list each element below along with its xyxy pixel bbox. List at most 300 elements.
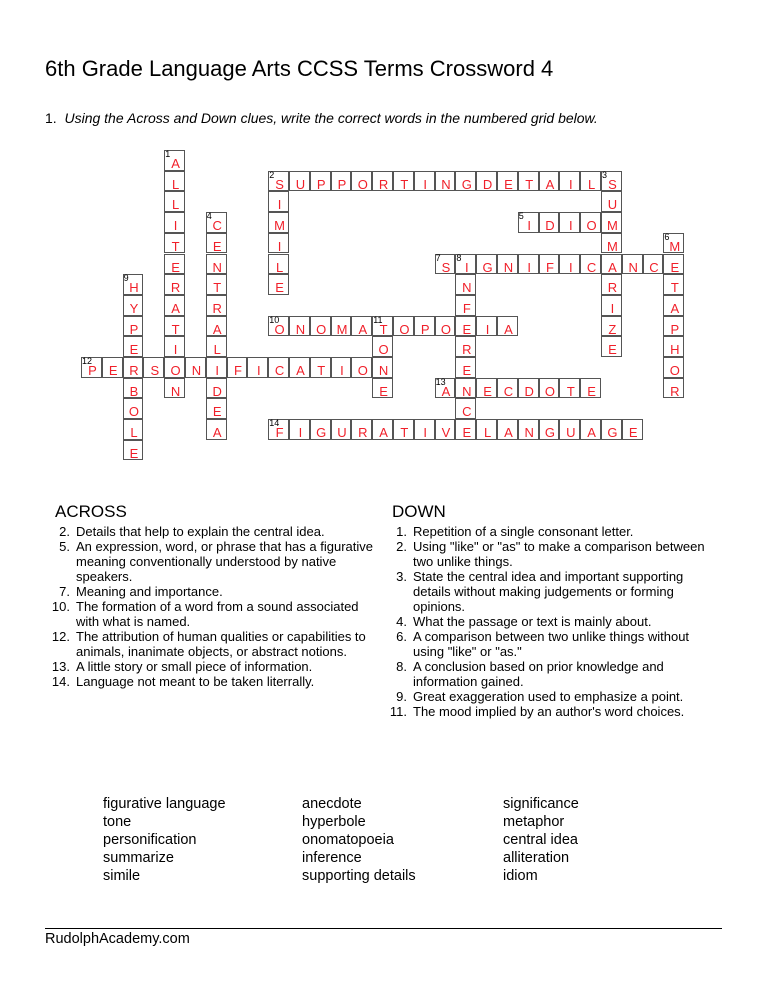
grid-cell[interactable] xyxy=(476,254,497,275)
cell-letter: N xyxy=(378,363,389,378)
grid-cell[interactable] xyxy=(164,316,185,337)
grid-cell[interactable] xyxy=(580,419,601,440)
grid-cell[interactable] xyxy=(206,357,227,378)
cell-letter: O xyxy=(669,363,680,378)
grid-cell[interactable] xyxy=(310,419,331,440)
clue-number: 7 xyxy=(435,252,441,263)
grid-cell[interactable] xyxy=(414,316,435,337)
cell-letter: O xyxy=(357,363,368,378)
cell-letter: E xyxy=(628,425,638,441)
clue-number: 8. xyxy=(396,659,407,674)
cell-letter: I xyxy=(527,259,531,275)
grid-cell[interactable] xyxy=(663,357,684,378)
cell-letter: N xyxy=(462,383,472,399)
cell-letter: M xyxy=(336,321,348,337)
grid-cell[interactable] xyxy=(539,171,560,192)
grid-cell[interactable] xyxy=(601,316,622,337)
cell-letter: O xyxy=(544,383,556,399)
grid-cell[interactable] xyxy=(123,419,144,440)
cell-letter: T xyxy=(525,176,534,192)
clue-text: A conclusion based on prior knowledge and information gained. xyxy=(413,659,664,689)
cell-letter: O xyxy=(378,342,389,358)
grid-cell[interactable] xyxy=(164,191,185,212)
cell-letter: T xyxy=(670,280,679,296)
cell-letter: T xyxy=(171,321,180,337)
cell-letter: E xyxy=(670,259,680,275)
grid-cell[interactable] xyxy=(331,357,352,378)
grid-cell[interactable] xyxy=(497,419,518,440)
cell-letter: I xyxy=(568,176,573,192)
cell-letter: L xyxy=(171,176,180,192)
grid-cell[interactable] xyxy=(372,378,393,399)
cell-letter: M xyxy=(606,238,618,254)
grid-cell[interactable] xyxy=(663,378,684,399)
grid-cell[interactable] xyxy=(331,316,352,337)
clue-number: 7. xyxy=(59,584,70,599)
cell-letter: A xyxy=(296,363,305,378)
cell-letter: E xyxy=(212,238,222,254)
cell-letter: N xyxy=(503,259,514,275)
cell-letter: A xyxy=(212,425,222,441)
grid-cell[interactable] xyxy=(476,171,497,192)
cell-letter: I xyxy=(277,238,282,254)
cell-letter: A xyxy=(171,300,180,316)
grid-cell[interactable] xyxy=(164,212,185,233)
word-bank-item: inference xyxy=(302,850,362,866)
cell-letter: D xyxy=(545,218,555,234)
grid-cell[interactable] xyxy=(497,254,518,275)
grid-cell[interactable] xyxy=(351,419,372,440)
grid-cell[interactable] xyxy=(123,316,144,337)
grid-cell[interactable] xyxy=(372,336,393,357)
grid-cell[interactable] xyxy=(622,419,643,440)
grid-cell[interactable] xyxy=(185,357,206,378)
cell-letter: V xyxy=(441,425,451,441)
cell-letter: T xyxy=(171,238,180,254)
grid-cell[interactable] xyxy=(601,233,622,254)
grid-cell[interactable] xyxy=(663,316,684,337)
cell-letter: D xyxy=(212,383,222,399)
clue-item xyxy=(385,539,720,569)
cell-letter: I xyxy=(256,363,261,378)
grid-cell[interactable] xyxy=(580,171,601,192)
grid-cell[interactable] xyxy=(206,378,227,399)
word-bank-item: onomatopoeia xyxy=(302,832,394,848)
grid-cell[interactable] xyxy=(123,295,144,316)
grid-cell[interactable] xyxy=(164,336,185,357)
grid-cell[interactable] xyxy=(455,254,476,275)
grid-cell[interactable] xyxy=(268,191,289,212)
cell-letter: G xyxy=(461,176,472,192)
grid-cell[interactable] xyxy=(351,171,372,192)
cell-letter: E xyxy=(212,404,222,420)
grid-cell[interactable] xyxy=(476,316,497,337)
grid-cell[interactable] xyxy=(414,419,435,440)
grid-cell[interactable] xyxy=(559,254,580,275)
cell-letter: G xyxy=(316,425,327,441)
grid-cell[interactable] xyxy=(268,233,289,254)
grid-cell[interactable] xyxy=(455,171,476,192)
grid-cell[interactable] xyxy=(559,378,580,399)
grid-cell[interactable] xyxy=(601,171,622,192)
cell-letter: A xyxy=(504,425,513,441)
cell-letter: E xyxy=(587,383,596,399)
grid-cell[interactable] xyxy=(206,398,227,419)
cell-letter: U xyxy=(337,425,347,441)
cell-letter: D xyxy=(482,176,493,192)
cell-letter: O xyxy=(399,321,410,337)
grid-cell[interactable] xyxy=(518,419,539,440)
clue-item xyxy=(385,659,720,689)
grid-cell[interactable] xyxy=(123,336,144,357)
word-bank-column xyxy=(302,795,416,885)
cell-letter: T xyxy=(213,280,222,296)
grid-cell[interactable] xyxy=(164,378,185,399)
grid-cell[interactable] xyxy=(289,357,310,378)
grid-cell[interactable] xyxy=(206,316,227,337)
down-clues xyxy=(385,524,720,719)
grid-cell[interactable] xyxy=(206,336,227,357)
grid-cell[interactable] xyxy=(580,212,601,233)
cell-letter: N xyxy=(628,259,638,275)
down-heading: DOWN xyxy=(392,502,446,521)
grid-cell[interactable] xyxy=(601,191,622,212)
grid-cell[interactable] xyxy=(351,316,372,337)
grid-cell[interactable] xyxy=(289,419,310,440)
grid-cell[interactable] xyxy=(663,274,684,295)
word-bank-item: summarize xyxy=(103,850,174,866)
grid-cell[interactable] xyxy=(663,233,684,254)
grid-cell[interactable] xyxy=(102,357,123,378)
grid-cell[interactable] xyxy=(206,419,227,440)
cell-letter: I xyxy=(215,363,219,378)
grid-cell[interactable] xyxy=(455,336,476,357)
grid-cell[interactable] xyxy=(518,212,539,233)
grid-cell[interactable] xyxy=(497,171,518,192)
cell-letter: O xyxy=(128,404,140,420)
cell-letter: S xyxy=(608,176,617,192)
cell-letter: A xyxy=(670,300,680,316)
grid-cell[interactable] xyxy=(289,171,310,192)
word-bank-item: simile xyxy=(103,868,141,884)
grid-cell[interactable] xyxy=(310,171,331,192)
clue-number: 12 xyxy=(82,356,93,366)
clue-item xyxy=(385,614,720,629)
grid-cell[interactable] xyxy=(559,419,580,440)
cell-letter: I xyxy=(568,259,573,275)
cell-letter: E xyxy=(108,363,118,378)
grid-cell[interactable] xyxy=(435,171,456,192)
grid-cell[interactable] xyxy=(663,295,684,316)
grid-cell[interactable] xyxy=(518,171,539,192)
grid-cell[interactable] xyxy=(455,419,476,440)
grid-cell[interactable] xyxy=(268,316,289,337)
grid-cell[interactable] xyxy=(268,171,289,192)
clue-number: 13 xyxy=(435,376,446,387)
clue-number: 5 xyxy=(518,211,524,222)
cell-letter: T xyxy=(566,383,575,399)
cell-letter: R xyxy=(670,383,680,399)
cell-letter: H xyxy=(670,342,680,358)
grid-cell[interactable] xyxy=(601,274,622,295)
grid-cell[interactable] xyxy=(435,316,456,337)
cell-letter: I xyxy=(173,218,178,234)
grid-cell[interactable] xyxy=(164,254,185,275)
cell-letter: T xyxy=(317,363,326,378)
clue-text: State the central idea and important supporting details without making judgements or forming opinions. xyxy=(413,569,684,614)
cell-letter: I xyxy=(610,300,615,316)
grid-cell[interactable] xyxy=(81,357,102,378)
grid-cell[interactable] xyxy=(539,378,560,399)
word-bank-item: significance xyxy=(503,796,579,812)
clue-item xyxy=(48,524,378,539)
cell-letter: Y xyxy=(129,300,139,316)
clue-item xyxy=(385,569,720,614)
cell-letter: E xyxy=(379,383,388,399)
clue-text: Meaning and importance. xyxy=(76,584,223,599)
grid-cell[interactable] xyxy=(580,254,601,275)
word-bank-item: tone xyxy=(103,814,132,830)
word-bank-item: metaphor xyxy=(503,814,565,830)
cell-letter: B xyxy=(129,383,139,399)
word-bank-item: personification xyxy=(103,832,197,848)
grid-cell[interactable] xyxy=(476,419,497,440)
grid-cell[interactable] xyxy=(580,378,601,399)
grid-cell[interactable] xyxy=(622,254,643,275)
grid-cell[interactable] xyxy=(393,316,414,337)
cell-letter: F xyxy=(234,363,242,378)
cell-letter: C xyxy=(274,363,285,378)
cell-letter: N xyxy=(524,425,534,441)
grid-cell[interactable] xyxy=(206,254,227,275)
cell-letter: R xyxy=(170,280,181,296)
grid-cell[interactable] xyxy=(164,357,185,378)
grid-cell[interactable] xyxy=(539,419,560,440)
grid-cell[interactable] xyxy=(310,357,331,378)
grid-cell[interactable] xyxy=(601,419,622,440)
grid-cell[interactable] xyxy=(310,316,331,337)
footer-site: RudolphAcademy.com xyxy=(45,931,190,947)
clue-text: The mood implied by an author's word choices. xyxy=(413,704,685,719)
grid-cell[interactable] xyxy=(455,316,476,337)
clue-number: 2 xyxy=(269,169,275,180)
grid-cell[interactable] xyxy=(123,274,144,295)
cell-letter: I xyxy=(423,425,427,441)
grid-cell[interactable] xyxy=(455,378,476,399)
grid-cell[interactable] xyxy=(435,254,456,275)
grid-cell[interactable] xyxy=(663,254,684,275)
grid-cell[interactable] xyxy=(268,419,289,440)
clue-text: The formation of a word from a sound associated with what is named. xyxy=(76,599,359,629)
footer-divider xyxy=(45,928,722,929)
cell-letter: F xyxy=(275,425,284,441)
clue-number: 8 xyxy=(456,252,462,263)
grid-cell[interactable] xyxy=(206,295,227,316)
cell-letter: E xyxy=(129,445,139,461)
cell-letter: N xyxy=(295,321,306,337)
grid-cell[interactable] xyxy=(123,357,144,378)
cell-letter: E xyxy=(608,342,617,358)
cell-letter: R xyxy=(607,280,618,296)
clue-number: 2. xyxy=(59,524,70,539)
grid-cell[interactable] xyxy=(372,419,393,440)
cell-letter: A xyxy=(545,176,555,192)
cell-letter: N xyxy=(170,383,181,399)
clue-item xyxy=(48,659,378,674)
grid-cell[interactable] xyxy=(372,316,393,337)
cell-letter: P xyxy=(88,363,97,378)
cell-letter: O xyxy=(170,363,181,378)
cell-letter: E xyxy=(462,425,472,441)
grid-cell[interactable] xyxy=(331,171,352,192)
cell-letter: A xyxy=(441,383,451,399)
grid-cell[interactable] xyxy=(539,212,560,233)
grid-cell[interactable] xyxy=(414,171,435,192)
clue-number: 4 xyxy=(206,211,212,222)
clue-number: 3 xyxy=(602,169,608,180)
grid-cell[interactable] xyxy=(206,274,227,295)
cell-letter: O xyxy=(274,321,285,337)
cell-letter: I xyxy=(340,363,344,378)
grid-cell[interactable] xyxy=(455,274,476,295)
grid-cell[interactable] xyxy=(164,150,185,171)
cell-letter: A xyxy=(171,156,180,171)
grid-cell[interactable] xyxy=(435,419,456,440)
clue-number: 2. xyxy=(396,539,407,554)
grid-cell[interactable] xyxy=(268,274,289,295)
clue-number: 4. xyxy=(396,614,407,629)
grid-cell[interactable] xyxy=(206,233,227,254)
clue-item xyxy=(385,689,720,704)
grid-cell[interactable] xyxy=(164,233,185,254)
grid-cell[interactable] xyxy=(247,357,268,378)
grid-cell[interactable] xyxy=(164,274,185,295)
grid-cell[interactable] xyxy=(206,212,227,233)
clue-item xyxy=(48,599,378,629)
clue-text: Great exaggeration used to emphasize a point. xyxy=(413,689,684,704)
cell-letter: A xyxy=(379,425,388,441)
grid-cell[interactable] xyxy=(351,357,372,378)
grid-cell[interactable] xyxy=(331,419,352,440)
clue-number: 12. xyxy=(51,629,70,644)
clue-text: A little story or small piece of information. xyxy=(76,659,313,674)
cell-letter: R xyxy=(212,300,222,316)
grid-cell[interactable] xyxy=(393,419,414,440)
grid-cell[interactable] xyxy=(227,357,248,378)
grid-cell[interactable] xyxy=(455,398,476,419)
cell-letter: F xyxy=(462,300,471,316)
grid-cell[interactable] xyxy=(476,378,497,399)
grid-cell[interactable] xyxy=(518,254,539,275)
grid-cell[interactable] xyxy=(164,295,185,316)
word-bank-item: central idea xyxy=(503,832,578,848)
grid-cell[interactable] xyxy=(601,212,622,233)
grid-cell[interactable] xyxy=(268,357,289,378)
cell-letter: A xyxy=(587,425,596,441)
grid-cell[interactable] xyxy=(643,254,664,275)
grid-cell[interactable] xyxy=(372,171,393,192)
cell-letter: N xyxy=(191,363,202,378)
cell-letter: H xyxy=(129,280,139,296)
cell-letter: C xyxy=(462,404,472,420)
word-bank-item: anecdote xyxy=(302,796,362,812)
clue-text: Language not meant to be taken literrally. xyxy=(76,674,315,689)
grid-cell[interactable] xyxy=(559,212,580,233)
grid-cell[interactable] xyxy=(601,254,622,275)
grid-cell[interactable] xyxy=(497,316,518,337)
grid-cell[interactable] xyxy=(455,357,476,378)
clue-number: 5. xyxy=(59,539,70,554)
grid-cell[interactable] xyxy=(435,378,456,399)
cell-letter: M xyxy=(669,238,681,254)
grid-cell[interactable] xyxy=(289,316,310,337)
cell-letter: I xyxy=(423,176,427,192)
cell-letter: R xyxy=(462,342,472,358)
clue-text: Details that help to explain the central idea. xyxy=(76,524,325,539)
cell-letter: F xyxy=(546,259,554,275)
grid-cell[interactable] xyxy=(518,378,539,399)
cell-letter: T xyxy=(400,425,409,441)
cell-letter: R xyxy=(358,425,368,441)
grid-cell[interactable] xyxy=(497,378,518,399)
cell-letter: U xyxy=(295,176,306,192)
cell-letter: P xyxy=(670,321,680,337)
grid-cell[interactable] xyxy=(123,440,144,461)
cell-letter: E xyxy=(462,321,472,337)
clue-item xyxy=(385,629,720,659)
cell-letter: A xyxy=(504,321,513,337)
clue-item xyxy=(48,674,378,689)
cell-letter: P xyxy=(316,176,326,192)
cell-letter: R xyxy=(129,363,139,378)
grid-cell[interactable] xyxy=(393,171,414,192)
clue-number: 11. xyxy=(389,704,407,719)
cell-letter: M xyxy=(606,218,618,234)
word-bank-column xyxy=(503,795,579,885)
grid-cell[interactable] xyxy=(123,398,144,419)
across-heading: ACROSS xyxy=(55,502,127,521)
clue-text: A comparison between two unlike things without using "like" or "as." xyxy=(413,629,690,659)
clue-text: Repetition of a single consonant letter. xyxy=(413,524,634,539)
clue-number: 9 xyxy=(123,273,129,284)
grid-cell[interactable] xyxy=(123,378,144,399)
grid-cell[interactable] xyxy=(164,171,185,192)
grid-cell[interactable] xyxy=(601,295,622,316)
grid-cell[interactable] xyxy=(559,171,580,192)
cell-letter: N xyxy=(462,280,472,296)
cell-letter: L xyxy=(587,176,596,192)
clue-item xyxy=(48,539,378,584)
cell-letter: P xyxy=(420,321,430,337)
cell-letter: I xyxy=(568,218,573,234)
cell-letter: O xyxy=(357,176,368,192)
grid-cell[interactable] xyxy=(601,336,622,357)
clue-number: 11 xyxy=(373,314,383,325)
grid-cell[interactable] xyxy=(539,254,560,275)
cell-letter: S xyxy=(150,363,160,378)
word-bank-column xyxy=(103,795,226,885)
grid-cell[interactable] xyxy=(143,357,164,378)
cell-letter: U xyxy=(607,197,618,213)
grid-cell[interactable] xyxy=(268,212,289,233)
grid-cell[interactable] xyxy=(268,254,289,275)
grid-cell[interactable] xyxy=(663,336,684,357)
cell-letter: P xyxy=(337,176,347,192)
grid-cell[interactable] xyxy=(372,357,393,378)
clue-number: 1. xyxy=(396,524,407,539)
cell-letter: T xyxy=(379,321,388,337)
grid-cell[interactable] xyxy=(455,295,476,316)
